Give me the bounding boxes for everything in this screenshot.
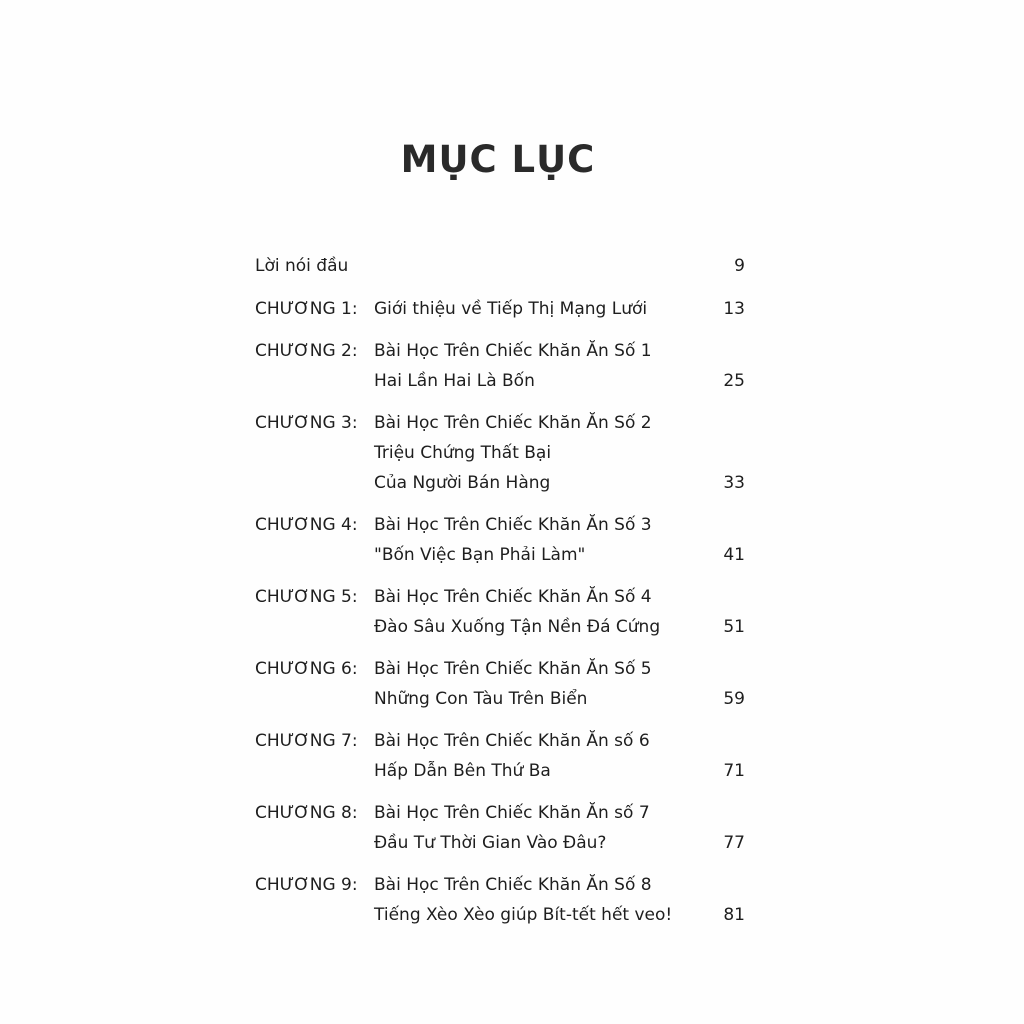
chapter-title-line: Bài Học Trên Chiếc Khăn Ăn Số 3 <box>374 515 652 535</box>
toc-page-number: 25 <box>723 371 745 391</box>
chapter-label: CHƯƠNG 4: <box>255 515 358 535</box>
toc-entry-chapter-4 <box>255 510 745 570</box>
chapter-title-line: Đào Sâu Xuống Tận Nền Đá Cứng <box>374 617 661 637</box>
chapter-title-line: Triệu Chứng Thất Bại <box>374 443 552 463</box>
chapter-title-line: Tiếng Xèo Xèo giúp Bít-tết hết veo! <box>374 905 673 925</box>
chapter-label: CHƯƠNG 5: <box>255 587 358 607</box>
toc-page-number: 13 <box>723 299 745 319</box>
chapter-title-line: Bài Học Trên Chiếc Khăn Ăn Số 1 <box>374 341 652 361</box>
chapter-title-line: Bài Học Trên Chiếc Khăn Ăn số 7 <box>374 803 650 823</box>
page-title: MỤC LỤC <box>400 138 596 181</box>
table-of-contents <box>255 251 745 942</box>
chapter-label: CHƯƠNG 3: <box>255 413 358 433</box>
chapter-label: CHƯƠNG 2: <box>255 341 358 361</box>
toc-entry-chapter-9 <box>255 870 745 930</box>
toc-page-number: 81 <box>723 905 745 925</box>
toc-entry-chapter-2 <box>255 336 745 396</box>
chapter-title-line: Bài Học Trên Chiếc Khăn Ăn số 6 <box>374 731 650 751</box>
toc-page-number: 71 <box>723 761 745 781</box>
chapter-label: CHƯƠNG 9: <box>255 875 358 895</box>
chapter-title-line: Hấp Dẫn Bên Thứ Ba <box>374 761 551 781</box>
toc-entry-chapter-6 <box>255 654 745 714</box>
chapter-label: CHƯƠNG 1: <box>255 299 358 319</box>
chapter-title-line: Của Người Bán Hàng <box>374 473 551 493</box>
toc-entry-chapter-8 <box>255 798 745 858</box>
toc-page-number: 51 <box>723 617 745 637</box>
toc-entry-preface <box>255 251 745 281</box>
chapter-title-line: Bài Học Trên Chiếc Khăn Ăn Số 4 <box>374 587 652 607</box>
chapter-label: CHƯƠNG 8: <box>255 803 358 823</box>
toc-page-number: 59 <box>723 689 745 709</box>
toc-entry-label: Lời nói đầu <box>255 256 349 276</box>
chapter-title-line: Những Con Tàu Trên Biển <box>374 689 588 709</box>
chapter-title-line: Giới thiệu về Tiếp Thị Mạng Lưới <box>374 299 648 319</box>
chapter-title-line: Hai Lần Hai Là Bốn <box>374 371 535 391</box>
toc-page-number: 9 <box>734 256 745 276</box>
toc-entry-chapter-7 <box>255 726 745 786</box>
toc-entry-chapter-5 <box>255 582 745 642</box>
chapter-title-line: Bài Học Trên Chiếc Khăn Ăn Số 5 <box>374 659 652 679</box>
toc-entry-chapter-1 <box>255 294 745 324</box>
toc-page-number: 41 <box>723 545 745 565</box>
toc-entry-chapter-3 <box>255 408 745 498</box>
chapter-title-line: "Bốn Việc Bạn Phải Làm" <box>374 545 586 565</box>
toc-page-number: 77 <box>723 833 745 853</box>
chapter-title-line: Bài Học Trên Chiếc Khăn Ăn Số 8 <box>374 875 652 895</box>
chapter-title-line: Đầu Tư Thời Gian Vào Đâu? <box>374 833 607 853</box>
chapter-title-line: Bài Học Trên Chiếc Khăn Ăn Số 2 <box>374 413 652 433</box>
toc-page-number: 33 <box>723 473 745 493</box>
chapter-label: CHƯƠNG 6: <box>255 659 358 679</box>
chapter-label: CHƯƠNG 7: <box>255 731 358 751</box>
